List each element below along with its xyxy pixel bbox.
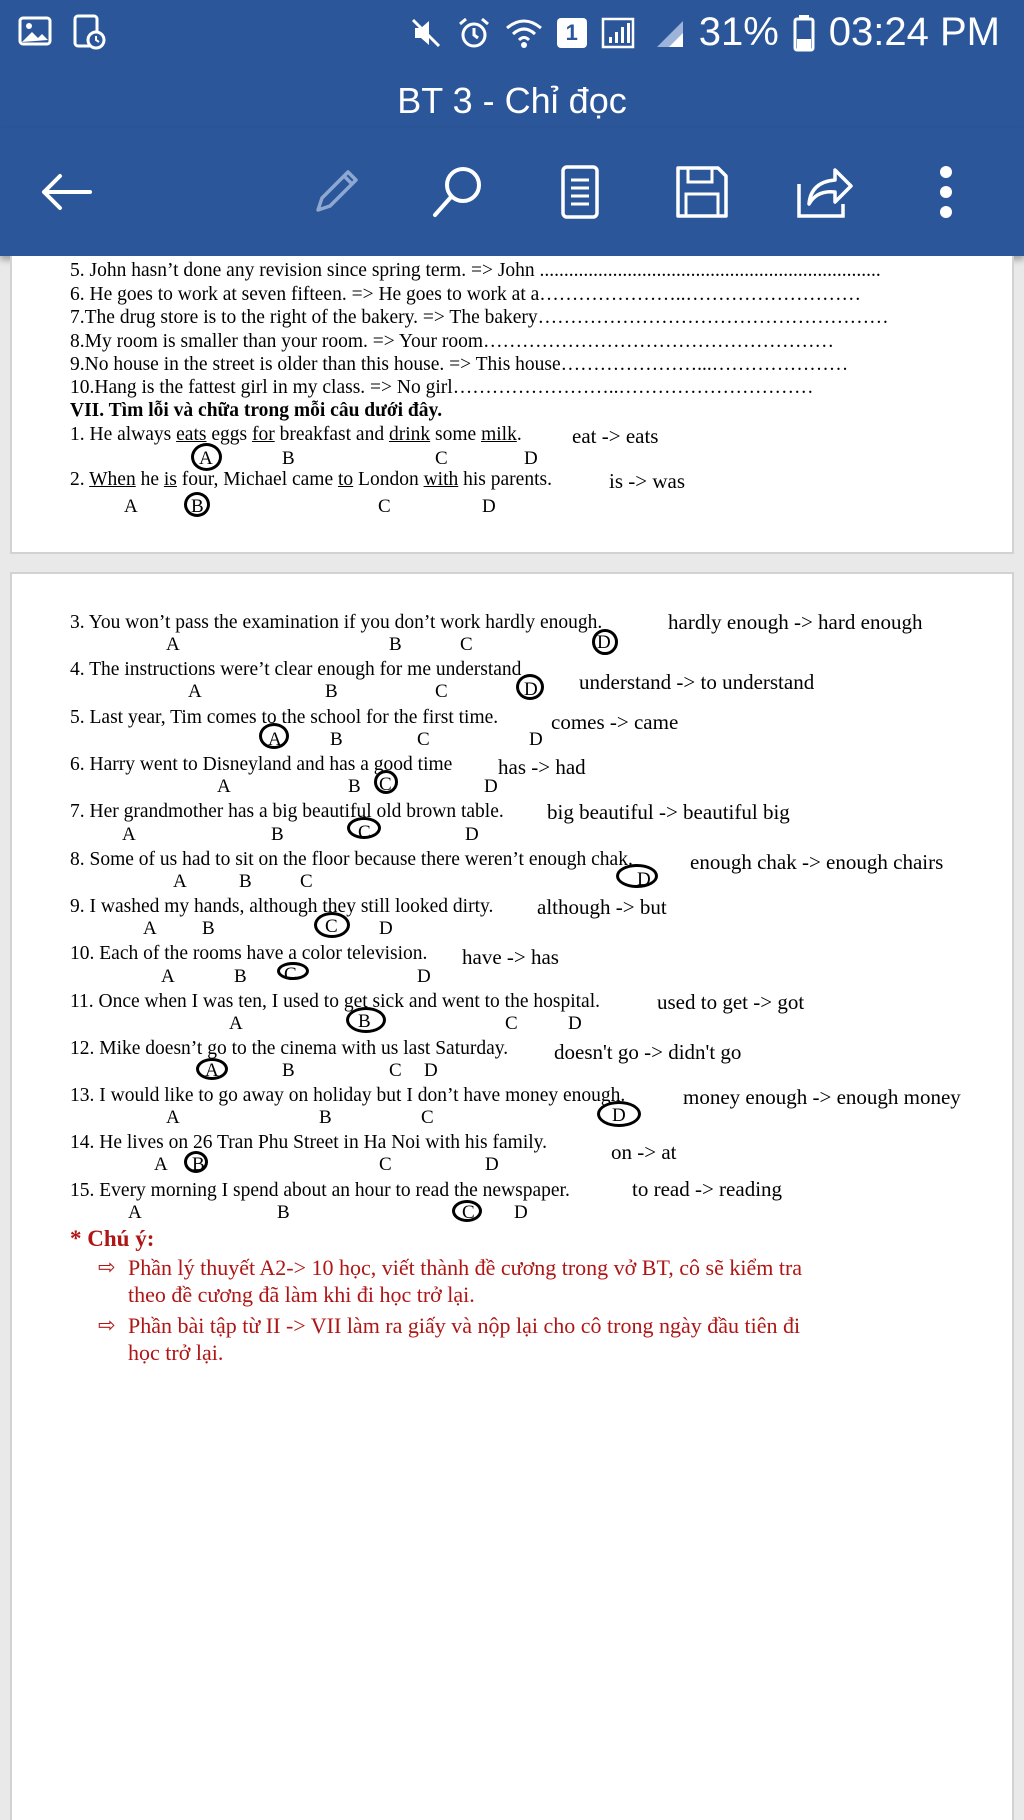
- notification-badge: 1: [557, 18, 587, 48]
- answer-15: to read -> reading: [632, 1177, 783, 1201]
- wifi-icon: [505, 17, 543, 49]
- option-letter: C: [435, 681, 448, 702]
- gallery-notification-icon: [18, 14, 52, 48]
- rewrite-line: 10.Hang is the fattest girl in my class. => No girl……………………..…………………………: [70, 377, 814, 398]
- answer-4: understand -> to understand: [579, 670, 815, 694]
- option-letter: C: [379, 774, 392, 795]
- option-letter: C: [460, 634, 473, 655]
- option-letter: C: [435, 448, 448, 469]
- document-page-1: [10, 256, 1014, 554]
- mute-icon: [409, 16, 443, 50]
- option-letter: B: [282, 1060, 295, 1081]
- answer-circle: [184, 492, 210, 517]
- signal-icon: [601, 17, 641, 49]
- option-letter: B: [239, 871, 252, 892]
- option-letter: D: [484, 776, 498, 797]
- option-letter: B: [319, 1107, 332, 1128]
- toolbar: [0, 128, 1024, 256]
- document-title-bar: [0, 74, 1024, 128]
- answer-14: on -> at: [611, 1140, 677, 1164]
- option-letter: D: [465, 824, 479, 845]
- answer-circle: [191, 443, 222, 471]
- answer-5: comes -> came: [551, 710, 679, 734]
- option-letter: C: [421, 1107, 434, 1128]
- answer-circle: [346, 1007, 386, 1033]
- answer-7: big beautiful -> beautiful big: [547, 800, 790, 824]
- option-letter: A: [154, 1154, 168, 1175]
- option-letter: C: [284, 964, 297, 985]
- option-letter: D: [524, 679, 538, 700]
- share-button[interactable]: [788, 156, 860, 228]
- battery-icon: [793, 14, 815, 52]
- save-button[interactable]: [666, 156, 738, 228]
- option-letter: C: [379, 1154, 392, 1175]
- answer-6: has -> had: [498, 755, 586, 779]
- note-line: Phần bài tập từ II -> VII làm ra giấy và nộp lại cho cô trong ngày đầu tiên đi: [128, 1313, 801, 1338]
- answer-12: doesn't go -> didn't go: [554, 1040, 742, 1064]
- question-13: 13. I would like to go away on holiday but I don’t have money enough.: [70, 1085, 626, 1106]
- option-letter: A: [188, 681, 202, 702]
- share-icon: [795, 164, 853, 220]
- option-letter: D: [597, 632, 611, 653]
- pen-icon: [308, 164, 364, 220]
- option-letter: D: [514, 1202, 528, 1223]
- answer-3: hardly enough -> hard enough: [668, 610, 923, 634]
- question-1: 1. He always eats eggs for breakfast and drink some milk.: [70, 424, 522, 445]
- search-icon: [429, 163, 487, 221]
- note-line: Phần lý thuyết A2-> 10 học, viết thành đề cương trong vở BT, cô sẽ kiểm tra: [128, 1255, 803, 1280]
- option-letter: D: [524, 448, 538, 469]
- answer-circle: [597, 1101, 641, 1127]
- rewrite-line: 5. John hasn’t done any revision since spring term. => John ......................................................................: [70, 260, 881, 281]
- option-letter: D: [485, 1154, 499, 1175]
- option-letter: A: [166, 1107, 180, 1128]
- answer-10: have -> has: [462, 945, 559, 969]
- option-letter: D: [529, 729, 543, 750]
- question-11: 11. Once when I was ten, I used to get sick and went to the hospital.: [70, 991, 600, 1012]
- note-line: học trở lại.: [128, 1340, 224, 1365]
- screenshot-notification-icon: [72, 14, 106, 50]
- option-letter: D: [612, 1105, 626, 1126]
- question-7: 7. Her grandmother has a big beautiful old brown table.: [70, 801, 504, 822]
- note-line: theo đề cương đã làm khi đi học trở lại.: [128, 1282, 475, 1307]
- option-letter: A: [122, 824, 136, 845]
- answer-1: eat -> eats: [572, 424, 659, 448]
- battery-percent: 31%: [698, 10, 779, 54]
- clock: 03:24 PM: [828, 10, 1000, 54]
- answer-9: although -> but: [537, 895, 667, 919]
- option-letter: B: [202, 918, 215, 939]
- option-letter: A: [217, 776, 231, 797]
- option-letter: B: [389, 634, 402, 655]
- question-9: 9. I washed my hands, although they still looked dirty.: [70, 896, 494, 917]
- question-4: 4. The instructions were’t clear enough for me understand: [70, 659, 522, 680]
- option-letter: A: [205, 1060, 219, 1081]
- answer-2: is -> was: [609, 469, 686, 493]
- option-letter: B: [330, 729, 343, 750]
- signal-2-icon: [655, 17, 685, 49]
- more-options-button[interactable]: [910, 156, 982, 228]
- option-letter: B: [234, 966, 247, 987]
- answer-circle: [452, 1200, 482, 1222]
- option-letter: C: [389, 1060, 402, 1081]
- edit-button[interactable]: [300, 156, 372, 228]
- search-button[interactable]: [422, 156, 494, 228]
- rewrite-line: 8.My room is smaller than your room. => Your room………………………………………………: [70, 331, 835, 352]
- back-button[interactable]: [30, 156, 102, 228]
- document-page-2: [10, 572, 1014, 1820]
- option-letter: C: [505, 1013, 518, 1034]
- document-title: BT 3 - Chỉ đọc: [397, 80, 627, 121]
- option-letter: B: [358, 1011, 371, 1032]
- status-bar: [0, 0, 1024, 74]
- reading-view-icon: [559, 164, 601, 220]
- answer-circle: [374, 770, 398, 794]
- option-letter: A: [124, 496, 138, 517]
- answer-circle: [592, 629, 618, 655]
- question-6: 6. Harry went to Disneyland and has a good time: [70, 754, 453, 775]
- option-letter: C: [462, 1202, 475, 1223]
- option-letter: D: [424, 1060, 438, 1081]
- option-letter: A: [143, 918, 157, 939]
- rewrite-line: 7.The drug store is to the right of the bakery. => The bakery………………………………………………: [70, 307, 889, 328]
- question-12: 12. Mike doesn’t go to the cinema with us last Saturday.: [70, 1038, 509, 1059]
- more-options-icon: [936, 164, 956, 220]
- answer-circle: [277, 962, 309, 980]
- question-2: 2. When he is four, Michael came to London with his parents.: [70, 469, 552, 490]
- answer-circle: [347, 817, 381, 839]
- back-arrow-icon: [38, 172, 94, 212]
- option-letter: B: [325, 681, 338, 702]
- option-letter: D: [637, 869, 651, 890]
- answer-circle: [516, 674, 544, 700]
- question-3: 3. You won’t pass the examination if you don’t work hardly enough.: [70, 612, 603, 633]
- option-letter: B: [192, 1154, 205, 1175]
- section-heading: VII. Tìm lỗi và chữa trong mỗi câu dưới đây.: [70, 400, 443, 421]
- option-letter: B: [348, 776, 361, 797]
- question-15: 15. Every morning I spend about an hour to read the newspaper.: [70, 1180, 570, 1201]
- option-letter: B: [277, 1202, 290, 1223]
- answer-8: enough chak -> enough chairs: [690, 850, 944, 874]
- option-letter: C: [417, 729, 430, 750]
- option-letter: A: [166, 634, 180, 655]
- option-letter: D: [568, 1013, 582, 1034]
- option-letter: A: [229, 1013, 243, 1034]
- option-letter: C: [358, 822, 371, 843]
- question-8: 8. Some of us had to sit on the floor because there weren’t enough chak.: [70, 849, 633, 870]
- answer-circle: [616, 864, 658, 888]
- option-letter: C: [325, 916, 338, 937]
- answer-circle: [259, 723, 289, 749]
- question-14: 14. He lives on 26 Tran Phu Street in Ha Noi with his family.: [70, 1132, 548, 1153]
- option-letter: B: [271, 824, 284, 845]
- option-letter: B: [191, 496, 204, 517]
- answer-13: money enough -> enough money: [683, 1085, 961, 1109]
- answer-circle: [196, 1058, 228, 1080]
- option-letter: A: [268, 729, 282, 750]
- option-letter: A: [173, 871, 187, 892]
- rewrite-line: 9.No house in the street is older than this house. => This house…………………...…………………: [70, 354, 849, 375]
- answer-11: used to get -> got: [657, 990, 805, 1014]
- answer-circle: [314, 912, 350, 938]
- question-10: 10. Each of the rooms have a color television.: [70, 943, 428, 964]
- option-letter: A: [128, 1202, 142, 1223]
- note-heading: * Chú ý:: [70, 1226, 155, 1251]
- rewrite-line: 6. He goes to work at seven fifteen. => He goes to work at a…………………..………………………: [70, 284, 862, 305]
- save-icon: [674, 164, 730, 220]
- option-letter: D: [482, 496, 496, 517]
- question-5: 5. Last year, Tim comes to the school for the first time.: [70, 707, 499, 728]
- option-letter: B: [282, 448, 295, 469]
- note-arrow-icon: ⇨: [98, 1255, 116, 1279]
- option-letter: D: [379, 918, 393, 939]
- alarm-icon: [457, 16, 491, 50]
- option-letter: C: [300, 871, 313, 892]
- option-letter: A: [161, 966, 175, 987]
- note-arrow-icon: ⇨: [98, 1313, 116, 1337]
- reading-view-button[interactable]: [544, 156, 616, 228]
- option-letter: D: [417, 966, 431, 987]
- option-letter: A: [199, 448, 213, 469]
- answer-circle: [184, 1151, 208, 1173]
- option-letter: C: [378, 496, 391, 517]
